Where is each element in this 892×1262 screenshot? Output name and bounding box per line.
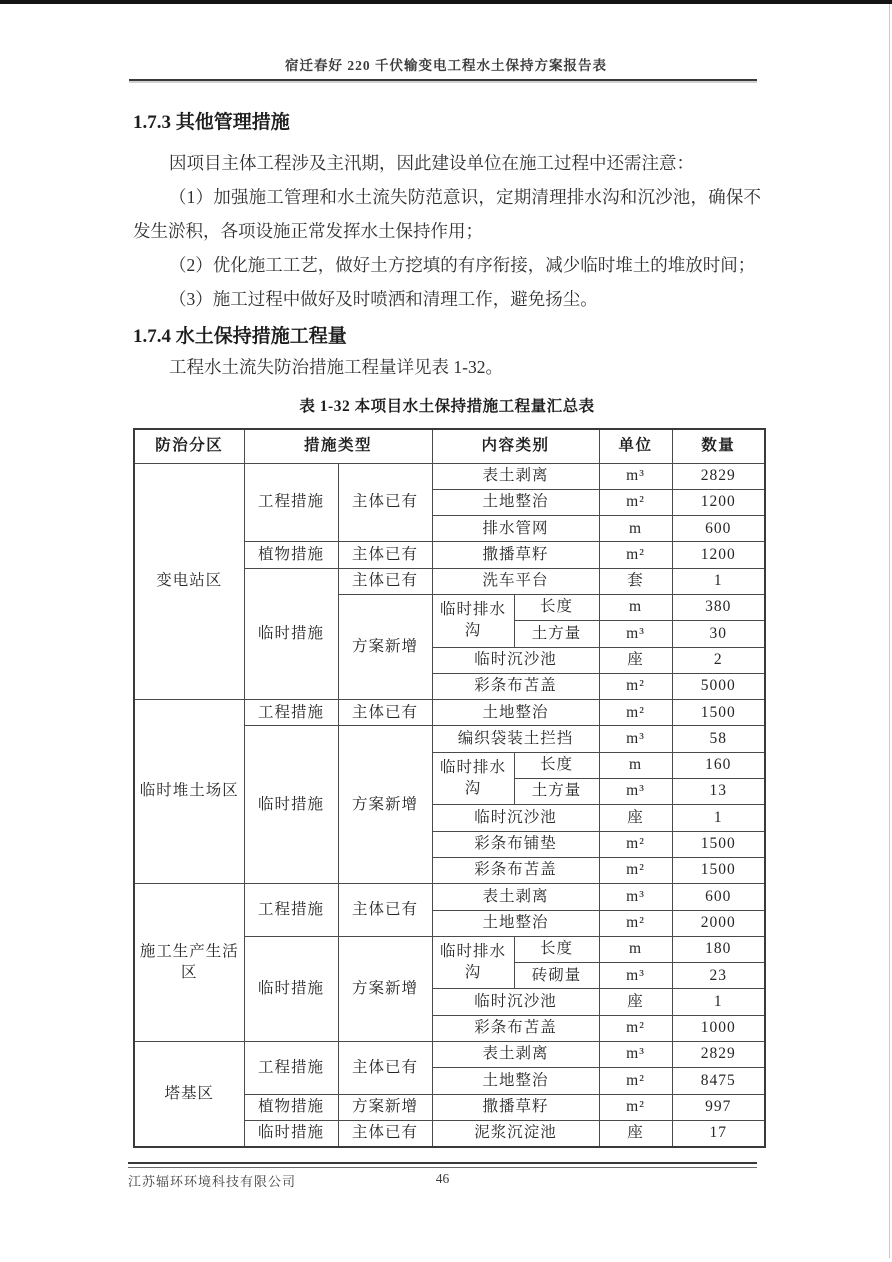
status-cell: 主体已有	[338, 1042, 432, 1095]
status-cell: 主体已有	[338, 884, 432, 937]
qty-cell: 58	[672, 726, 765, 752]
running-footer	[128, 1171, 757, 1191]
content-cell: 彩条布铺垫	[432, 831, 599, 857]
running-header	[0, 54, 892, 75]
unit-cell: m²	[599, 1068, 672, 1094]
measure-cell: 临时措施	[244, 1120, 338, 1146]
qty-cell: 180	[672, 936, 765, 962]
content-cell: 彩条布苫盖	[432, 857, 599, 883]
unit-cell: m²	[599, 1094, 672, 1120]
unit-cell: m	[599, 752, 672, 778]
section-heading-1-7-4: 1.7.4 水土保持措施工程量	[133, 326, 347, 347]
paragraph: （3）施工过程中做好及时喷洒和清理工作，避免扬尘。	[169, 289, 598, 309]
section-heading-1-7-3: 1.7.3 其他管理措施	[133, 112, 290, 133]
page-right-edge	[889, 4, 890, 1258]
col-header-unit: 单位	[599, 429, 672, 463]
measure-cell: 临时措施	[244, 726, 338, 884]
qty-cell: 5000	[672, 673, 765, 699]
status-cell: 方案新增	[338, 594, 432, 699]
drain-sub-cell: 长度	[514, 752, 599, 778]
unit-cell: m³	[599, 621, 672, 647]
unit-cell: m²	[599, 857, 672, 883]
measure-cell: 临时措施	[244, 936, 338, 1041]
qty-cell: 1000	[672, 1015, 765, 1041]
unit-cell: 座	[599, 1120, 672, 1146]
measure-cell: 工程措施	[244, 1042, 338, 1095]
qty-cell: 1	[672, 568, 765, 594]
unit-cell: m	[599, 516, 672, 542]
measure-cell: 工程措施	[244, 700, 338, 726]
unit-cell: m²	[599, 700, 672, 726]
measure-cell: 植物措施	[244, 1094, 338, 1120]
qty-cell: 1	[672, 989, 765, 1015]
measure-cell: 临时措施	[244, 568, 338, 699]
status-cell: 主体已有	[338, 463, 432, 542]
status-cell: 主体已有	[338, 1120, 432, 1146]
zone-cell: 临时堆土场区	[134, 700, 244, 884]
status-cell: 主体已有	[338, 542, 432, 568]
unit-cell: m³	[599, 1042, 672, 1068]
paragraph: 工程水土流失防治措施工程量详见表 1-32。	[169, 357, 503, 377]
qty-cell: 160	[672, 752, 765, 778]
content-cell: 土地整治	[432, 1068, 599, 1094]
unit-cell: m²	[599, 673, 672, 699]
zone-cell: 变电站区	[134, 463, 244, 700]
drain-cell: 临时排水沟	[432, 594, 514, 647]
content-cell: 撒播草籽	[432, 542, 599, 568]
content-cell: 临时沉沙池	[432, 647, 599, 673]
content-cell: 彩条布苫盖	[432, 1015, 599, 1041]
measure-cell: 植物措施	[244, 542, 338, 568]
qty-cell: 1200	[672, 489, 765, 515]
unit-cell: m³	[599, 779, 672, 805]
qty-cell: 600	[672, 884, 765, 910]
measure-cell: 工程措施	[244, 884, 338, 937]
unit-cell: 套	[599, 568, 672, 594]
unit-cell: m²	[599, 831, 672, 857]
col-header-zone: 防治分区	[134, 429, 244, 463]
footer-rule	[128, 1162, 757, 1168]
qty-cell: 380	[672, 594, 765, 620]
measures-table	[133, 428, 766, 1148]
content-cell: 表土剥离	[432, 463, 599, 489]
unit-cell: 座	[599, 989, 672, 1015]
qty-cell: 2829	[672, 1042, 765, 1068]
unit-cell: m	[599, 936, 672, 962]
col-header-measure: 措施类型	[244, 429, 432, 463]
status-cell: 主体已有	[338, 568, 432, 594]
content-cell: 泥浆沉淀池	[432, 1120, 599, 1146]
drain-sub-cell: 土方量	[514, 621, 599, 647]
content-cell: 表土剥离	[432, 1042, 599, 1068]
unit-cell: m³	[599, 726, 672, 752]
content-cell: 表土剥离	[432, 884, 599, 910]
unit-cell: m²	[599, 489, 672, 515]
status-cell: 方案新增	[338, 936, 432, 1041]
status-cell: 方案新增	[338, 726, 432, 884]
content-cell: 编织袋装土拦挡	[432, 726, 599, 752]
content-cell: 撒播草籽	[432, 1094, 599, 1120]
qty-cell: 1	[672, 805, 765, 831]
qty-cell: 1500	[672, 831, 765, 857]
paragraph: 因项目主体工程涉及主汛期，因此建设单位在施工过程中还需注意：	[169, 153, 694, 173]
unit-cell: m³	[599, 963, 672, 989]
table-row	[134, 1042, 765, 1068]
unit-cell: 座	[599, 647, 672, 673]
unit-cell: m³	[599, 884, 672, 910]
qty-cell: 2829	[672, 463, 765, 489]
table-row	[134, 700, 765, 726]
content-cell: 临时沉沙池	[432, 805, 599, 831]
unit-cell: m³	[599, 463, 672, 489]
page-top-edge	[0, 0, 892, 4]
qty-cell: 30	[672, 621, 765, 647]
measure-cell: 工程措施	[244, 463, 338, 542]
col-header-qty: 数量	[672, 429, 765, 463]
qty-cell: 17	[672, 1120, 765, 1146]
paragraph: （2）优化施工工艺，做好土方挖填的有序衔接，减少临时堆土的堆放时间；	[169, 255, 756, 275]
qty-cell: 13	[672, 779, 765, 805]
unit-cell: m²	[599, 910, 672, 936]
content-cell: 临时沉沙池	[432, 989, 599, 1015]
unit-cell: m	[599, 594, 672, 620]
footer-company-name: 江苏辐环环境科技有限公司	[128, 1174, 297, 1189]
content-cell: 排水管网	[432, 516, 599, 542]
qty-cell: 1500	[672, 857, 765, 883]
drain-sub-cell: 长度	[514, 594, 599, 620]
table-header-row	[134, 429, 765, 463]
running-header-title: 宿迁春好 220 千伏输变电工程水土保持方案报告表	[285, 58, 607, 73]
qty-cell: 1200	[672, 542, 765, 568]
unit-cell: m²	[599, 1015, 672, 1041]
drain-cell: 临时排水沟	[432, 936, 514, 989]
content-cell: 洗车平台	[432, 568, 599, 594]
table-row	[134, 884, 765, 910]
qty-cell: 1500	[672, 700, 765, 726]
qty-cell: 2000	[672, 910, 765, 936]
status-cell: 方案新增	[338, 1094, 432, 1120]
unit-cell: 座	[599, 805, 672, 831]
page-number: 46	[435, 1171, 450, 1186]
zone-cell: 塔基区	[134, 1042, 244, 1147]
drain-sub-cell: 砖砌量	[514, 963, 599, 989]
unit-cell: m²	[599, 542, 672, 568]
content-cell: 土地整治	[432, 489, 599, 515]
content-cell: 彩条布苫盖	[432, 673, 599, 699]
header-rule	[129, 79, 757, 81]
table-row	[134, 463, 765, 489]
drain-sub-cell: 长度	[514, 936, 599, 962]
drain-sub-cell: 土方量	[514, 779, 599, 805]
zone-cell: 施工生产生活区	[134, 884, 244, 1042]
qty-cell: 23	[672, 963, 765, 989]
col-header-content: 内容类别	[432, 429, 599, 463]
qty-cell: 2	[672, 647, 765, 673]
qty-cell: 8475	[672, 1068, 765, 1094]
paragraph: （1）加强施工管理和水土流失防范意识，定期清理排水沟和沉沙池，确保不发生淤积，各项设施正常发挥水土保持作用；	[133, 187, 761, 241]
content-cell: 土地整治	[432, 910, 599, 936]
status-cell: 主体已有	[338, 700, 432, 726]
table-caption: 表 1-32 本项目水土保持措施工程量汇总表	[299, 398, 595, 415]
qty-cell: 997	[672, 1094, 765, 1120]
drain-cell: 临时排水沟	[432, 752, 514, 805]
qty-cell: 600	[672, 516, 765, 542]
content-cell: 土地整治	[432, 700, 599, 726]
document-body	[133, 110, 761, 1148]
